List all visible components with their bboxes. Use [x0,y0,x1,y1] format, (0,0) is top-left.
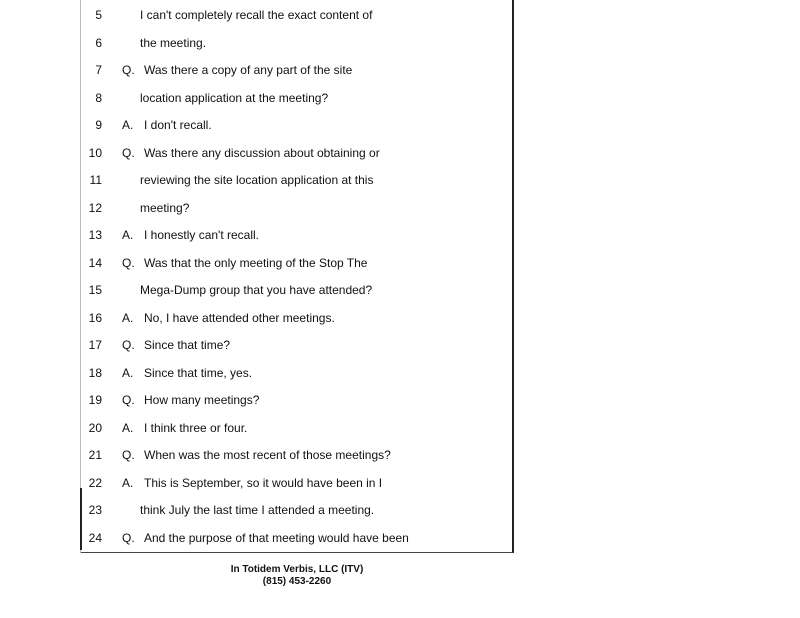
speaker-label: A. [122,228,134,242]
line-text: location application at the meeting? [140,90,329,105]
line-number: 15 [88,283,102,297]
line-number: 5 [95,8,102,22]
speaker-label: A. [122,310,134,325]
speaker-label: A. [122,420,134,435]
line-text: meeting? [140,200,190,215]
line-text: Since that time, yes. [144,365,253,380]
transcript-body [80,2,510,552]
line-number: 13 [88,228,102,242]
line-number: 23 [88,503,102,517]
line-text: I can't completely recall the exact content of [140,8,373,22]
speaker-label: A. [122,365,134,380]
line-text: Was that the only meeting of the Stop The [144,255,368,270]
line-text: And the purpose of that meeting would have been [144,530,409,545]
line-number: 10 [88,145,102,160]
line-text: think July the last time I attended a meeting. [140,503,375,517]
line-text: the meeting. [140,35,207,50]
transcript-line [80,497,510,525]
transcript-line [80,415,510,443]
speaker-label: A. [122,475,134,490]
speaker-label: A. [122,118,134,132]
line-text: I think three or four. [144,420,248,435]
transcript-line [80,112,510,140]
transcript-line [80,525,510,553]
line-text: I don't recall. [144,118,212,132]
line-number: 9 [95,118,102,132]
line-text: reviewing the site location application at this [140,173,374,187]
transcript-line [80,277,510,305]
speaker-label: Q. [122,530,135,545]
line-number: 16 [88,310,102,325]
line-number: 21 [88,448,102,462]
speaker-label: Q. [122,63,135,77]
footer-phone: (815) 453-2260 [262,576,332,587]
line-text: Was there a copy of any part of the site [144,63,353,77]
line-number: 24 [88,530,102,545]
line-text: I honestly can't recall. [144,228,260,242]
page-footer [80,564,514,588]
line-number: 6 [95,35,102,50]
line-number: 12 [88,200,102,215]
transcript-line [80,250,510,278]
transcript-line [80,332,510,360]
line-text: This is September, so it would have been in I [144,475,383,490]
transcript-line [80,30,510,58]
speaker-label: Q. [122,393,135,407]
transcript-line [80,2,510,30]
line-number: 19 [88,393,102,407]
transcript-line [80,442,510,470]
transcript-line [80,57,510,85]
line-text: Was there any discussion about obtaining or [144,145,380,160]
line-number: 20 [88,420,102,435]
transcript-line [80,222,510,250]
transcript-line [80,85,510,113]
footer-company: In Totidem Verbis, LLC (ITV) [230,564,364,575]
line-text: When was the most recent of those meetings? [144,448,391,462]
line-text: Mega-Dump group that you have attended? [140,283,373,297]
speaker-label: Q. [122,338,135,352]
line-number: 17 [88,338,102,352]
line-number: 8 [95,90,102,105]
transcript-line [80,140,510,168]
line-number: 18 [88,365,102,380]
line-text: How many meetings? [144,393,260,407]
speaker-label: Q. [122,448,135,462]
line-text: Since that time? [144,338,231,352]
transcript-line [80,167,510,195]
line-text: No, I have attended other meetings. [144,310,335,325]
line-number: 22 [88,475,102,490]
speaker-label: Q. [122,145,135,160]
transcript-line [80,387,510,415]
transcript-line [80,305,510,333]
line-number: 11 [89,173,102,187]
transcript-line [80,470,510,498]
speaker-label: Q. [122,255,135,270]
line-number: 7 [95,63,102,77]
line-number: 14 [88,255,102,270]
transcript-line [80,195,510,223]
transcript-line [80,360,510,388]
